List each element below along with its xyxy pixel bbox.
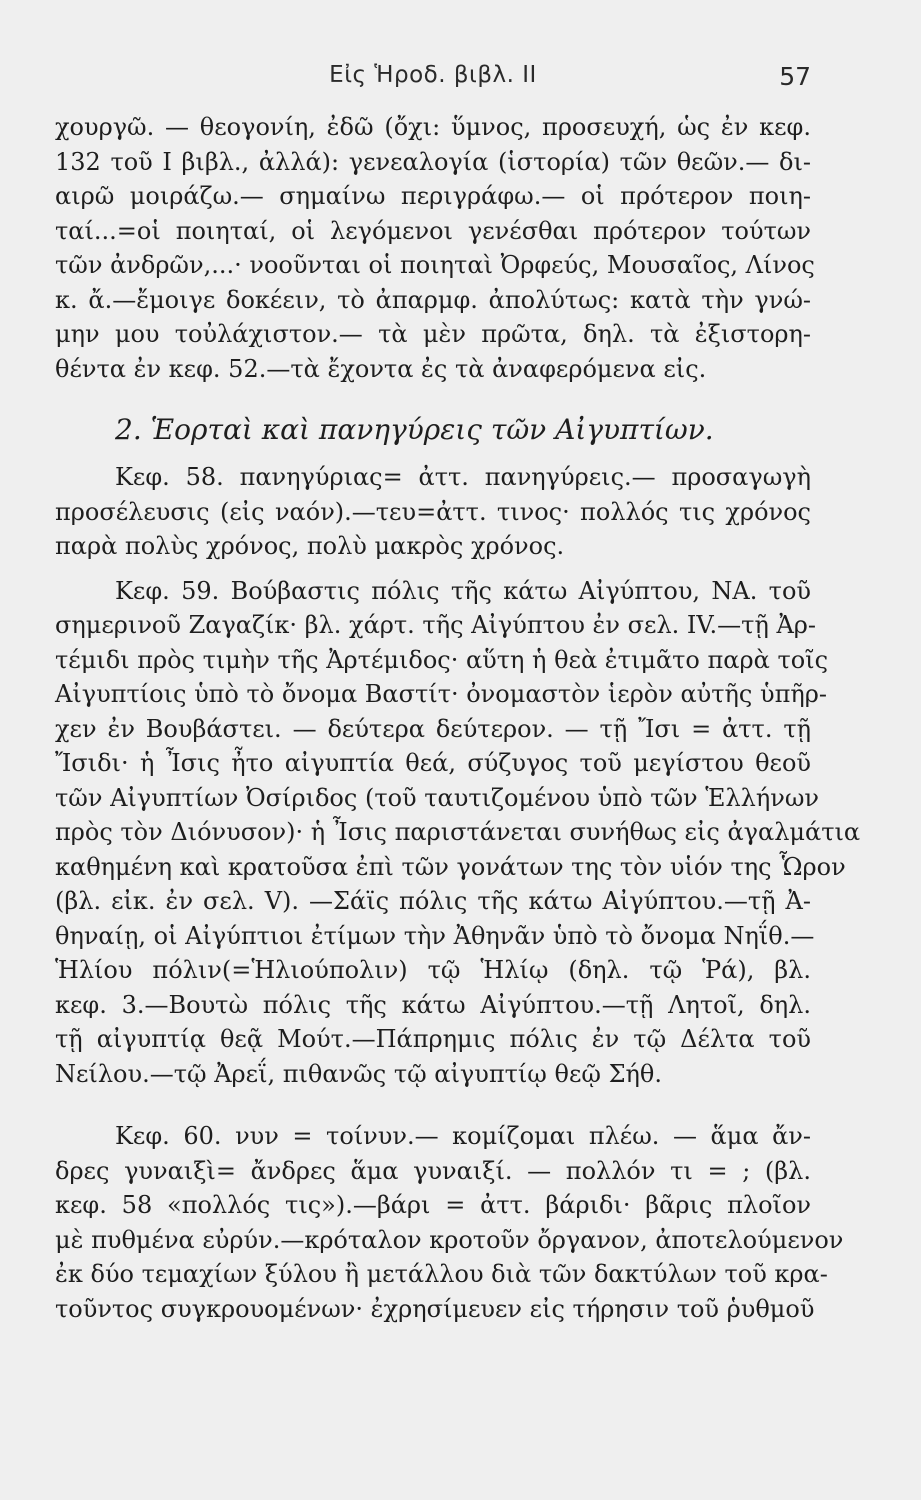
paragraph-chapter-60 xyxy=(55,1119,844,1326)
text-line: θηναίῃ, οἱ Αἰγύπτιοι ἐτίμων τὴν Ἀθηνᾶν ὑπὸ τὸ ὄνομα Νηΐθ.— xyxy=(55,921,815,950)
paragraph-chapter-58 xyxy=(55,460,811,564)
text-line: σημερινοῦ Ζαγαζίκ· βλ. χάρτ. τῆς Αἰγύπτου ἐν σελ. IV.—τῇ Ἀρ- xyxy=(55,611,817,639)
text-line: χουργῶ. — θεογονίη, ἐδῶ (ὄχι: ὕμνος, προσευχή, ὡς ἐν κεφ. xyxy=(55,113,811,141)
text-line: κεφ. 58 «πολλός τις»).—βάρι = ἀττ. βάριδι· βᾶρις πλοῖον xyxy=(55,1191,811,1219)
text-line: κ. ἄ.—ἔμοιγε δοκέειν, τὸ ἀπαρμφ. ἀπολύτως: κατὰ τὴν γνώ- xyxy=(55,285,811,314)
text-line: τῇ αἰγυπτίᾳ θεᾷ Μούτ.—Πάπρημις πόλις ἐν τῷ Δέλτα τοῦ xyxy=(55,1025,811,1053)
text-line: Ἴσιδι· ἡ Ἶσις ἦτο αἰγυπτία θεά, σύζυγος τοῦ μεγίστου θεοῦ xyxy=(55,749,811,777)
text-line: (βλ. εἰκ. ἐν σελ. V). —Σάϊς πόλις τῆς κάτω Αἰγύπτου.—τῇ Ἀ- xyxy=(55,887,811,915)
text-line: τῶν ἀνδρῶν,...· νοοῦνται οἱ ποιηταὶ Ὀρφεύς, Μουσαῖος, Λίνος xyxy=(55,251,815,279)
text-line: Αἰγυπτίοις ὑπὸ τὸ ὄνομα Βαστίτ· ὀνομαστὸν ἱερὸν αὐτῆς ὑπῆρ- xyxy=(55,680,827,708)
text-line: αιρῶ μοιράζω.— σημαίνω περιγράφω.— οἱ πρότερον ποιη- xyxy=(55,182,811,210)
text-line: τέμιδι πρὸς τιμὴν τῆς Ἀρτέμιδος· αὕτη ἡ θεὰ ἐτιμᾶτο παρὰ τοῖς xyxy=(55,645,829,674)
text-line: Κεφ. 58. πανηγύριας= ἀττ. πανηγύρεις.— προσαγωγὴ xyxy=(115,463,811,491)
text-line: Κεφ. 59. Βούβαστις πόλις τῆς κάτω Αἰγύπτου, ΝΑ. τοῦ xyxy=(115,576,811,605)
text-line: κεφ. 3.—Βουτὼ πόλις τῆς κάτω Αἰγύπτου.—τῇ Λητοῖ, δηλ. xyxy=(55,990,811,1019)
text-line: θέντα ἐν κεφ. 52.—τὰ ἔχοντα ἐς τὰ ἀναφερόμενα εἰς. xyxy=(55,354,707,383)
text-line: Ἡλίου πόλιν(=Ἡλιούπολιν) τῷ Ἡλίῳ (δηλ. τῷ Ῥά), βλ. xyxy=(55,956,811,984)
section-title: Ἑορταὶ καὶ πανηγύρεις τῶν Αἰγυπτίων. xyxy=(150,413,714,446)
section-number: 2. xyxy=(115,413,142,446)
text-line: μὲ πυθμένα εὐρύν.—κρόταλον κροτοῦν ὄργανον, ἀποτελούμενον xyxy=(55,1225,844,1254)
running-title: Εἰς Ἡροδ. βιβλ. II xyxy=(329,62,537,88)
text-line: καθημένη καὶ κρατοῦσα ἐπὶ τῶν γονάτων της τὸν υἱόν της Ὧρον xyxy=(55,852,846,881)
paragraph-commentary-continued xyxy=(55,110,815,386)
page-header xyxy=(55,62,811,102)
text-line: πρὸς τὸν Διόνυσον)· ἡ Ἶσις παριστάνεται συνήθως εἰς ἀγαλμάτια xyxy=(55,818,861,846)
text-line: προσέλευσις (εἰς ναόν).—τευ=ἀττ. τινος· πολλός τις χρόνος xyxy=(55,497,811,526)
paragraph-chapter-59 xyxy=(55,574,861,1092)
text-line: παρὰ πολὺς χρόνος, πολὺ μακρὸς χρόνος. xyxy=(55,532,565,560)
text-line: χεν ἐν Βουβάστει. — δεύτερα δεύτερον. — τῇ Ἴσι = ἀττ. τῇ xyxy=(55,714,811,743)
text-line: τῶν Αἰγυπτίων Ὀσίριδος (τοῦ ταυτιζομένου ὑπὸ τῶν Ἑλλήνων xyxy=(55,783,820,812)
text-line: 132 τοῦ Ι βιβλ., ἀλλά): γενεαλογία (ἱστορία) τῶν θεῶν.— δι- xyxy=(55,147,811,176)
text-line: μην μου τοὐλάχιστον.— τὰ μὲν πρῶτα, δηλ. τὰ ἐξιστορη- xyxy=(55,320,811,348)
text-line: Κεφ. 60. νυν = τοίνυν.— κομίζομαι πλέω. — ἅμα ἄν- xyxy=(115,1122,811,1150)
section-heading xyxy=(55,410,811,450)
text-line: τοῦντος συγκρουομένων· ἐχρησίμευεν εἰς τήρησιν τοῦ ῥυθμοῦ xyxy=(55,1294,815,1323)
text-line: Νείλου.—τῷ Ἀρεΐ, πιθανῶς τῷ αἰγυπτίῳ θεῷ Σήθ. xyxy=(55,1059,663,1088)
body-text xyxy=(55,110,861,1326)
text-line: ἐκ δύο τεμαχίων ξύλου ἢ μετάλλου διὰ τῶν δακτύλων τοῦ κρα- xyxy=(55,1260,828,1288)
text-line: δρες γυναιξὶ= ἄνδρες ἅμα γυναιξί. — πολλόν τι = ; (βλ. xyxy=(55,1156,811,1185)
text-line: ταί...=οἱ ποιηταί, οἱ λεγόμενοι γενέσθαι πρότερον τούτων xyxy=(55,216,811,245)
page-number: 57 xyxy=(779,62,811,91)
